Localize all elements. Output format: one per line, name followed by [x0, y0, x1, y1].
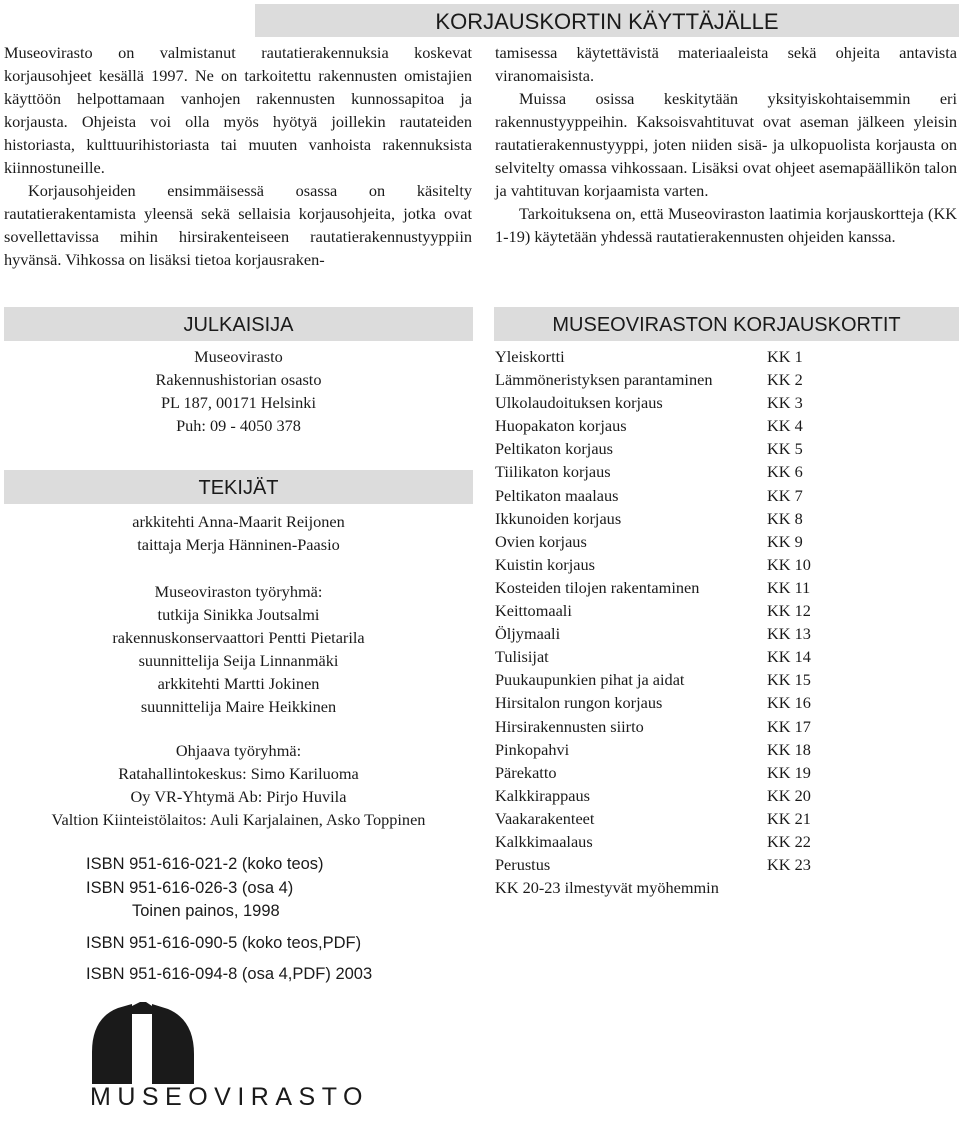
card-code: KK 2: [767, 370, 803, 390]
card-name: Pinkopahvi: [495, 739, 570, 759]
card-row: [495, 391, 957, 414]
team-line: rakennuskonservaattori Pentti Pietarila: [112, 628, 365, 647]
card-row: [495, 414, 957, 437]
card-row: [495, 345, 957, 368]
card-row: [495, 484, 957, 507]
card-name: Yleiskortti: [495, 347, 565, 366]
card-code: KK 8: [767, 508, 803, 528]
card-name: Puukaupunkien pihat ja aidat: [495, 670, 685, 690]
publisher-info: [4, 345, 473, 437]
card-row: [495, 622, 957, 645]
card-code: KK 4: [767, 416, 803, 436]
card-name: Kosteiden tilojen rakentaminen: [495, 577, 700, 597]
card-code: KK 20: [767, 785, 811, 805]
card-row: [495, 645, 957, 668]
card-name: Pärekatto: [495, 762, 557, 782]
page-title: KORJAUSKORTIN KÄYTTÄJÄLLE: [255, 4, 959, 37]
author-line: arkkitehti Anna-Maarit Reijonen: [132, 512, 345, 531]
card-row: [495, 761, 957, 784]
isbn-line: ISBN 951-616-094-8 (osa 4,PDF) 2003: [86, 965, 373, 983]
logo-wordmark: MUSEOVIRASTO: [90, 1083, 369, 1111]
card-row: [495, 691, 957, 714]
card-code: KK 18: [767, 739, 811, 759]
card-name: Vaakarakenteet: [495, 808, 595, 828]
isbn-line: ISBN 951-616-090-5 (koko teos,PDF): [86, 933, 362, 952]
team-line: suunnittelija Maire Heikkinen: [140, 697, 337, 716]
card-row: [495, 576, 957, 599]
card-code: KK 5: [767, 439, 803, 459]
card-name: Öljymaali: [495, 624, 561, 644]
card-name: Hirsirakennusten siirto: [495, 716, 644, 736]
card-code: KK 22: [767, 831, 811, 851]
card-code: KK 13: [767, 624, 811, 644]
team-line: suunnittelija Seija Linnanmäki: [138, 651, 339, 670]
card-name: Perustus: [495, 855, 551, 875]
intro-paragraph: Muissa osissa keskitytään yksityiskohtaisemmin eri rakennustyyppeihin. Kaksoisvahtituvat ovat aseman jälkeen yleisin rautatierakennustyyppi, joten niiden sisä- ja ulkopuolista korjausta on selvitelty omassa vihkossaan. Lisäksi ovat ohjeet asemapäällikön talon ja vahtituvan korjaamista varten.: [495, 89, 957, 200]
card-name: Peltikaton maalaus: [495, 485, 619, 505]
museovirasto-arch-logo-icon: [88, 1000, 200, 1084]
card-row: [495, 738, 957, 761]
card-name: Huopakaton korjaus: [495, 416, 627, 436]
isbn-block: [86, 853, 372, 987]
card-code: KK 14: [767, 647, 811, 667]
card-row: [495, 437, 957, 460]
card-code: KK 9: [767, 531, 803, 551]
card-code: KK 1: [767, 347, 803, 366]
edition-line: Toinen painos, 1998: [132, 902, 280, 920]
steering-line: Ratahallintokeskus: Simo Kariluoma: [118, 764, 359, 783]
card-code: KK 19: [767, 762, 811, 782]
card-row: [495, 530, 957, 553]
card-name: Tulisijat: [495, 647, 549, 667]
card-row: [495, 599, 957, 622]
card-code: KK 15: [767, 670, 811, 690]
authors-list: [4, 510, 473, 556]
publisher-heading: JULKAISIJA: [4, 307, 473, 341]
team-list: [4, 580, 473, 718]
card-name: Ikkunoiden korjaus: [495, 508, 622, 528]
card-row: [495, 830, 957, 853]
card-code: KK 17: [767, 716, 811, 736]
card-name: Ovien korjaus: [495, 531, 587, 551]
card-name: Kuistin korjaus: [495, 554, 595, 574]
intro-paragraph: Korjausohjeiden ensimmäisessä osassa on käsitelty rautatierakentamista yleensä sekä sellaisia korjausohjeita, jotka ovat sovellettavissa mihin hirsirakenteiseen rautatierakennustyyppiin hyvänsä. Vihkossa on lisäksi tietoa korjausraken-: [4, 181, 472, 269]
team-line: arkkitehti Martti Jokinen: [157, 674, 320, 693]
publisher-line: Puh: 09 - 4050 378: [176, 416, 301, 435]
card-code: KK 7: [767, 485, 803, 505]
steering-line: Oy VR-Yhtymä Ab: Pirjo Huvila: [130, 787, 347, 806]
card-row: [495, 715, 957, 738]
card-row: [495, 807, 957, 830]
team-line: Museoviraston työryhmä:: [154, 582, 323, 601]
author-line: taittaja Merja Hänninen-Paasio: [137, 535, 340, 554]
card-name: Lämmöneristyksen parantaminen: [495, 370, 713, 390]
steering-group-list: [4, 739, 473, 831]
publisher-line: Museovirasto: [194, 347, 283, 366]
intro-left-column: [4, 41, 472, 271]
repair-card-list: [495, 345, 957, 899]
card-row: [495, 853, 957, 876]
intro-paragraph: Museovirasto on valmistanut rautatierakennuksia koskevat korjausohjeet kesällä 1997. Ne on tarkoitettu rakennusten omistajien käyttöön helpottamaan vanhojen rakennusten kunnossapitoa ja korjausta. Ohjeista voi olla myös hyötyä joillekin rautateiden historiasta, kulttuurihistoriasta tai muuten vanhoista rakennuksista kiinnostuneille.: [4, 43, 472, 177]
card-row: [495, 507, 957, 530]
card-name: Kalkkimaalaus: [495, 831, 593, 851]
publisher-line: PL 187, 00171 Helsinki: [161, 393, 316, 412]
card-row: [495, 368, 957, 391]
card-code: KK 23: [767, 855, 811, 875]
card-name: Tiilikaton korjaus: [495, 462, 611, 482]
steering-line: Valtion Kiinteistölaitos: Auli Karjalainen, Asko Toppinen: [51, 810, 426, 829]
card-row: [495, 460, 957, 483]
makers-heading: TEKIJÄT: [4, 470, 473, 504]
card-row: [495, 784, 957, 807]
card-name: Ulkolaudoituksen korjaus: [495, 393, 663, 413]
card-code: KK 10: [767, 554, 811, 574]
card-name: Hirsitalon rungon korjaus: [495, 693, 663, 713]
card-code: KK 21: [767, 808, 811, 828]
card-row: [495, 553, 957, 576]
cards-heading: MUSEOVIRASTON KORJAUSKORTIT: [494, 307, 959, 341]
steering-line: Ohjaava työryhmä:: [175, 741, 302, 760]
card-row: [495, 668, 957, 691]
isbn-line: ISBN 951-616-026-3 (osa 4): [86, 878, 294, 897]
intro-right-column: [495, 41, 957, 248]
card-code: KK 16: [767, 693, 811, 713]
cards-note: KK 20-23 ilmestyvät myöhemmin: [495, 878, 719, 898]
card-code: KK 6: [767, 462, 803, 482]
card-name: Kalkkirappaus: [495, 785, 590, 805]
isbn-line: ISBN 951-616-021-2 (koko teos): [86, 855, 324, 873]
card-name: Peltikaton korjaus: [495, 439, 614, 459]
team-line: tutkija Sinikka Joutsalmi: [157, 605, 320, 624]
card-name: Keittomaali: [495, 601, 572, 621]
card-code: KK 12: [767, 601, 811, 621]
intro-paragraph: tamisessa käytettävistä materiaaleista sekä ohjeita antavista viranomaisista.: [495, 43, 957, 85]
intro-paragraph: Tarkoituksena on, että Museoviraston laatimia korjauskortteja (KK 1-19) käytetään yhdessä rautatierakennusten ohjeiden kanssa.: [495, 204, 957, 246]
card-code: KK 11: [767, 577, 811, 597]
publisher-line: Rakennushistorian osasto: [155, 370, 322, 389]
card-code: KK 3: [767, 393, 803, 413]
